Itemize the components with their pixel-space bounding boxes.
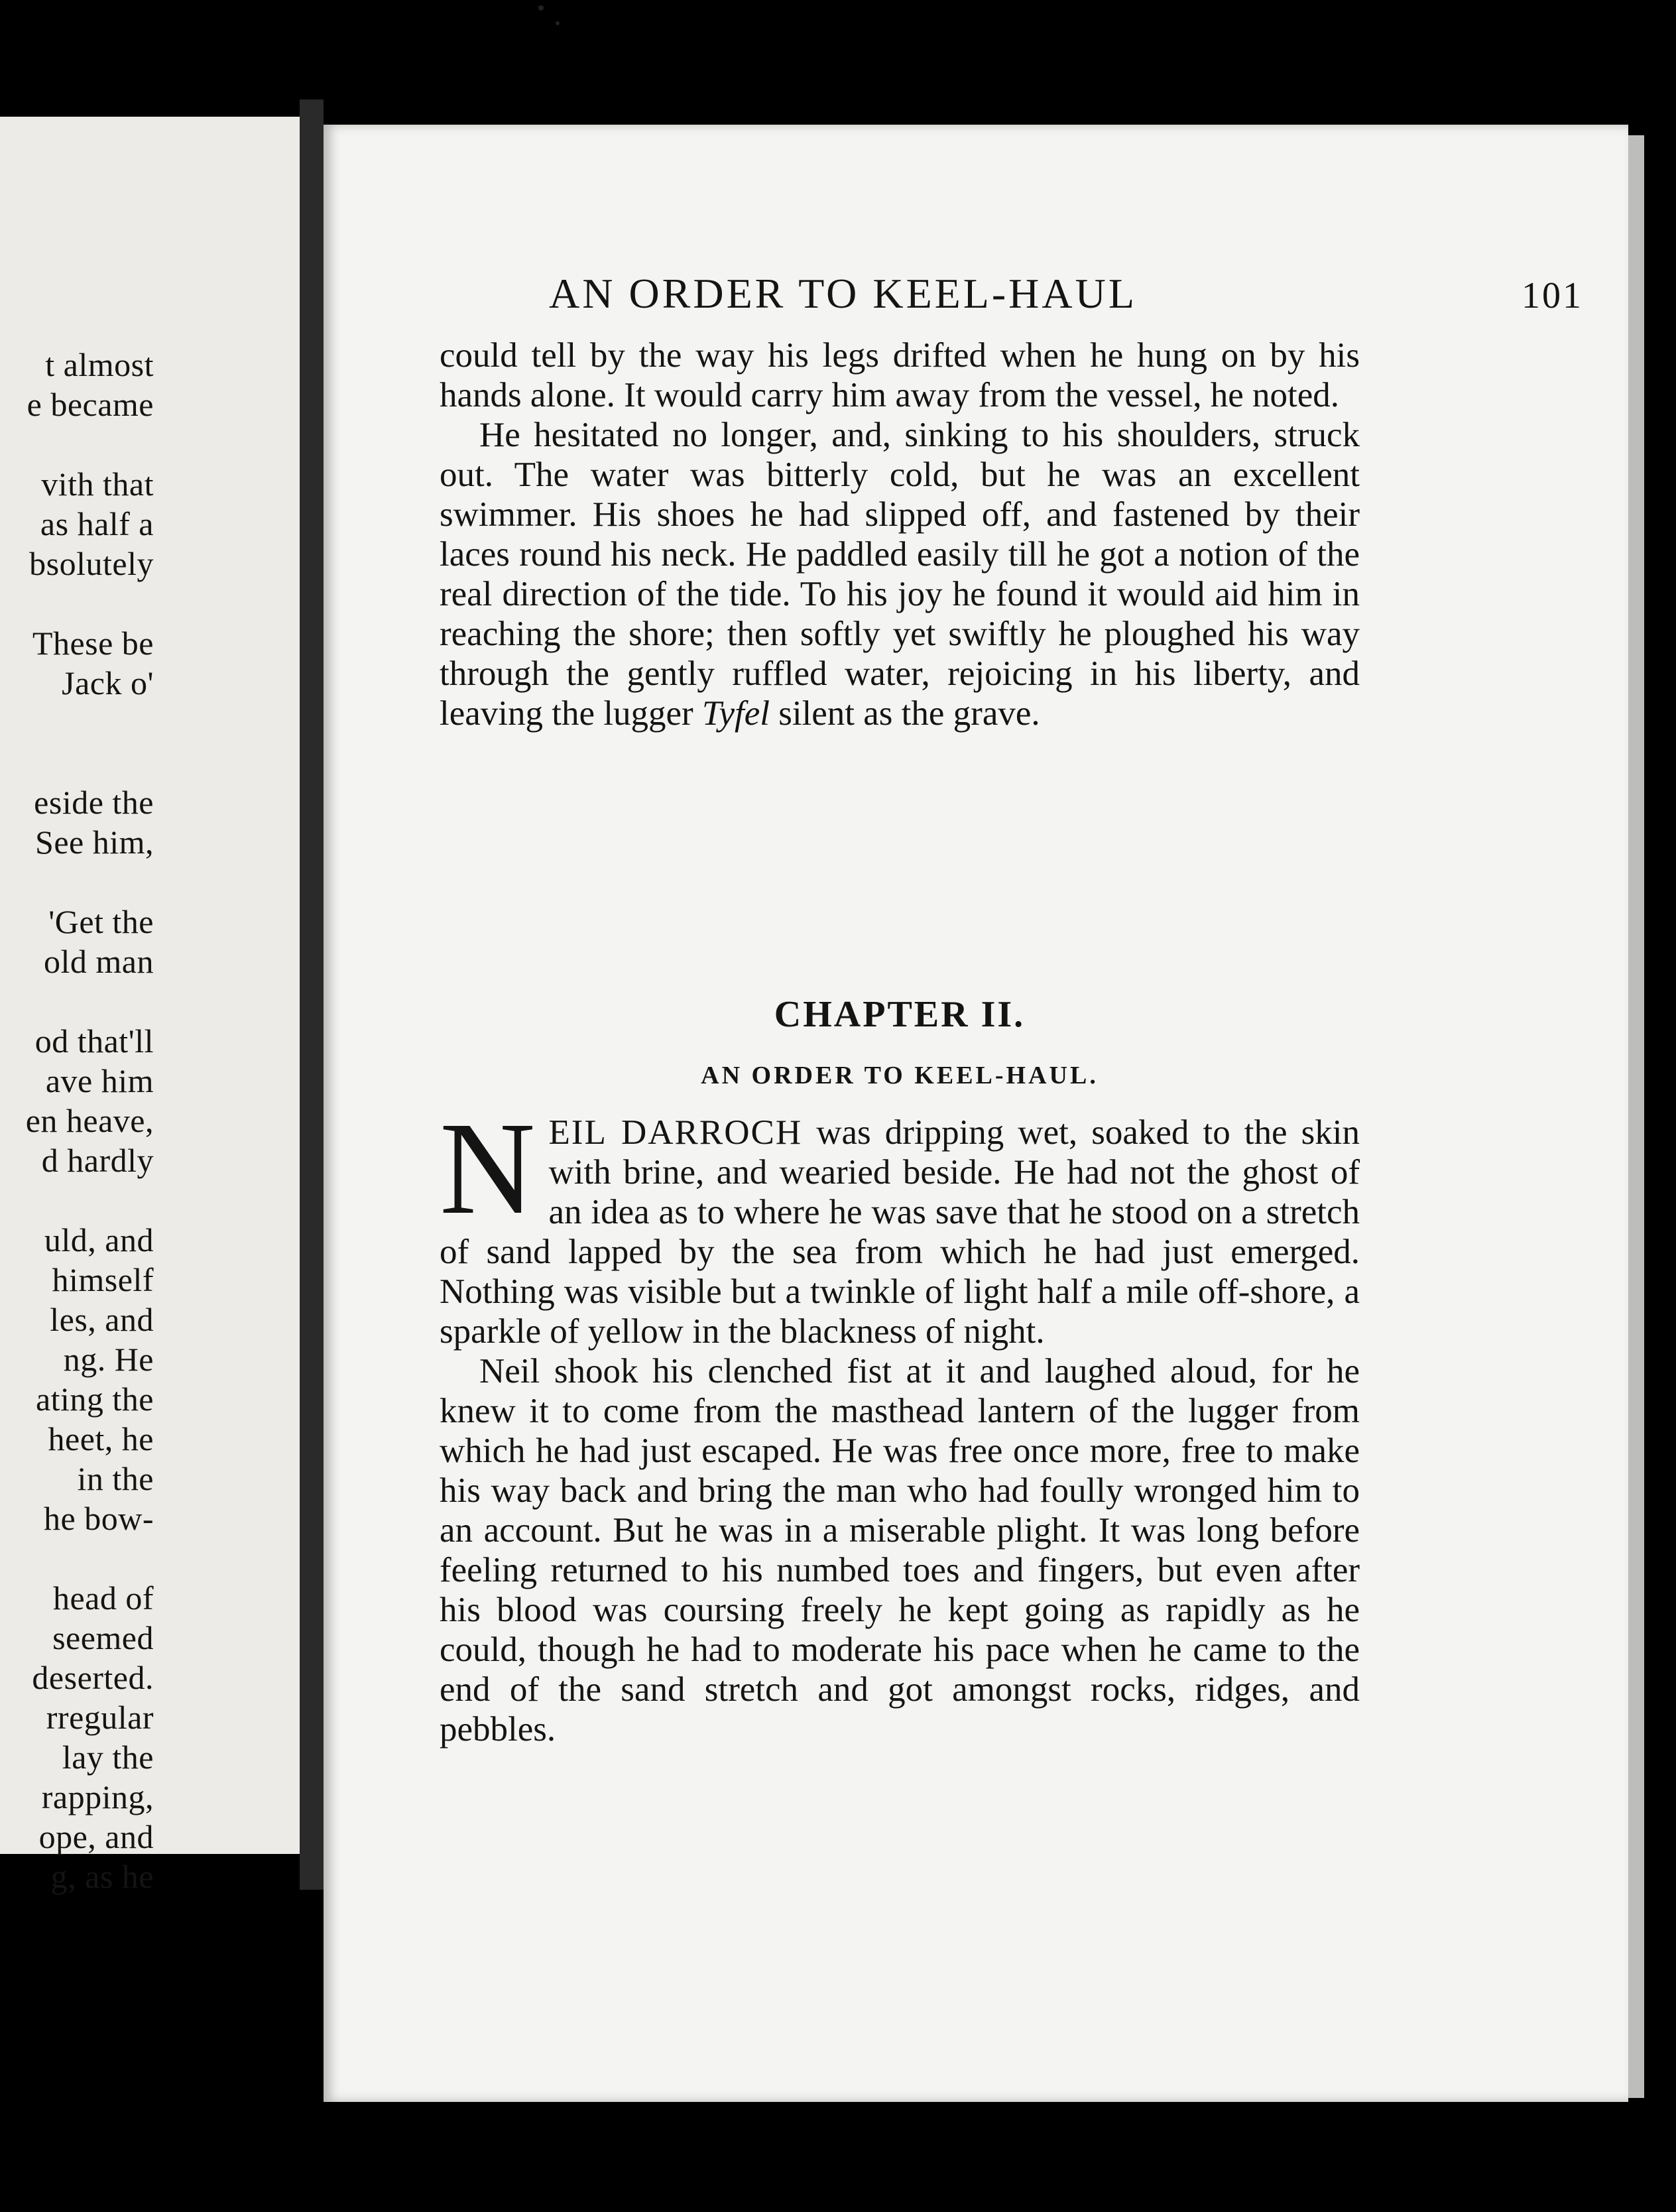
previous-page-line: uld, and [44,1221,154,1259]
scan-speck [556,21,560,25]
page-number: 101 [1522,275,1583,316]
previous-page-line: ope, and [38,1818,154,1855]
chapter-body [440,1095,1360,1749]
previous-page-line: head of [52,1579,154,1617]
book-gutter [300,99,324,1890]
previous-page-line: en heave, [25,1102,154,1139]
previous-page-line: as half a [40,505,154,542]
book-page [324,125,1628,2102]
previous-page-line: ng. He [63,1341,154,1378]
continuation-paragraph-2-text: He hesitated no longer, and, sinking to his shoulders, struck out. The water was bitterly cold, but he was an excellent swimmer. His shoes he had slipped off, and fastened by their laces round his neck. He paddled easily till he got a notion of the real direction of the tide. To his joy he found it would aid him in reaching the shore; then softly yet swiftly he ploughed his way through the gently ruffled water, rejoicing in his liberty, and leaving the [440,416,1360,733]
previous-page-line: These be [32,625,154,662]
continuation-tail-before: lugger [603,694,702,733]
previous-page-line: seemed [52,1619,154,1656]
previous-page [0,117,309,1895]
previous-page-line: t almost [45,346,154,383]
drop-cap: N [440,1095,536,1242]
previous-page-line: in the [77,1460,154,1497]
previous-page-line: 'Get the [48,903,154,940]
chapter-paragraph-1-text: was dripping wet, soaked to the skin with brine, and wearied beside. He had not the ghost of an idea as to where he was save that he stood on a stretch of sand lapped by the sea from which he had just emerged. Nothing was visible but a twinkle of light half a mile off-shore, a sparkle of yellow in the blackness of night. [440,1113,1360,1351]
previous-page-line: Jack o' [62,664,154,702]
previous-page-line: See him, [35,824,154,861]
ship-name: Tyfel [701,694,770,733]
continuation-paragraph-2 [440,415,1360,733]
lead-caps: EIL DARROCH [548,1113,803,1152]
previous-page-line: bsolutely [29,545,154,582]
previous-page-line: heet, he [48,1420,154,1457]
running-head [549,269,1583,329]
previous-page-line: g, as he [50,1858,154,1895]
previous-page-line: lay the [62,1739,154,1776]
previous-page-line: d hardly [41,1142,154,1179]
previous-page-line: vith that [41,465,154,503]
chapter-paragraph-1 [440,1095,1360,1351]
previous-page-line: e became [27,386,154,423]
continuation-paragraph-1: could tell by the way his legs drifted when he hung on by his hands alone. It would carry him away from the vessel, he noted. [440,336,1360,414]
previous-page-line: eside the [34,784,154,821]
chapter-paragraph-2: Neil shook his clenched fist at it and laughed aloud, for he knew it to come from the masthead lantern of the lugger from which he had just escaped. He was free once more, free to make his way back and bring the man who had foully wronged him to an account. But he was in a miserable plight. It was long before feeling returned to his numbed toes and fingers, but even after his blood was coursing freely he kept going as rapidly as he could, though he had to moderate his pace when he came to the end of the sand stretch and got amongst rocks, ridges, and pebbles. [440,1352,1360,1749]
previous-page-line: les, and [50,1301,154,1338]
previous-page-line: ating the [35,1381,154,1418]
continuation-tail-after: silent as the grave. [769,694,1040,733]
running-title: AN ORDER TO KEEL-HAUL [549,270,1137,317]
previous-page-line: ave him [45,1062,154,1099]
previous-page-line: old man [44,943,154,980]
previous-page-line: od that'll [34,1022,154,1060]
previous-page-line: himself [52,1261,154,1298]
previous-page-line: deserted. [32,1659,154,1696]
chapter-heading: CHAPTER II. [774,994,1026,1035]
previous-page-line: rregular [46,1699,154,1736]
continuation-text [440,336,1360,733]
page-edge [1628,135,1644,2098]
chapter-subtitle: AN ORDER TO KEEL-HAUL. [701,1062,1099,1089]
previous-page-line: rapping, [41,1778,154,1815]
previous-page-line: he bow- [44,1500,154,1537]
scan-speck [538,5,544,11]
